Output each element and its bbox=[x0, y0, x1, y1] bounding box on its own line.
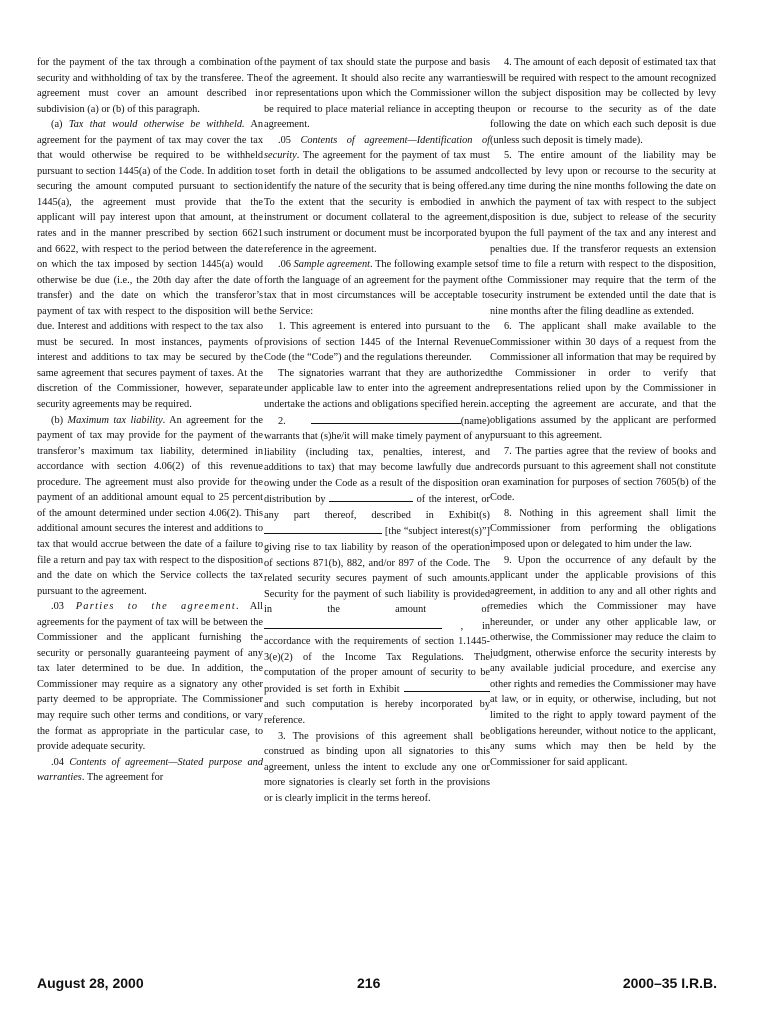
paragraph-text: . An agreement for the payment of tax may provide for the payment of the transferor’s maximum tax liability, determined in accordance with section 4.06(2) of this revenue procedure. The agreement must also provide for the payment of an additional amount equal to 25 percent of the amount determined under section 4.06(2). This additional amount secures the interest and additions to tax that would accrue between the date of a failure to file a return and pay tax with respect to the disposition and the date on which the Service collects the tax pursuant to the agreement. bbox=[37, 414, 263, 597]
page-footer bbox=[37, 975, 717, 995]
paragraph-text: and such computation is hereby incorporated by reference. bbox=[264, 699, 490, 726]
paragraph: 3. The provisions of this agreement shall be construed as binding upon all signatories to this agreement, unless the intent to exclude any one or more signatories is clearly set forth in the provisions or is clearly implicit in the terms hereof. bbox=[264, 730, 490, 804]
paragraph: 8. Nothing in this agreement shall limit the Commissioner from performing the obligations imposed upon or delegated to him under the law. bbox=[490, 507, 716, 550]
bulletin-issue: 2000–35 I.R.B. bbox=[622, 975, 717, 991]
paragraph-text: An agreement for the payment of tax may cover the tax that would otherwise be required to be withheld pursuant to section 1445(a) of the Code. In addition to securing the amount computed pursuant to section 1445(a), the agreement must provide that the applicant will pay interest upon that amount, at the rates and in the manner prescribed by section 6621 and 6622, with respect to the period between the date on which the tax imposed by section 1445(a) would otherwise be due (i.e., the 20th day after the date of transfer) and the date on which the transferor’s payment of tax with respect to the disposition will be due. Interest and additions with respect to the tax also must be secured. In most instances, payments of interest and additions to tax may be secured by the same agreement that secures payment of taxes. At the discretion of the Commissioner, however, separate security agreements may be required. bbox=[37, 119, 263, 411]
paragraph-text: [the “subject interest(s)”] giving rise to tax liability by reason of the operation of sections 871(b), 882, and/or 897 of the Code. The related security secures payment of such amounts. Security for the payment of such liability is provided in the amount of bbox=[264, 526, 490, 616]
transferor-blank-line bbox=[329, 491, 413, 502]
section-heading: Contents of agreement—Stated purpose and warranties bbox=[37, 756, 263, 784]
section-number: .04 bbox=[51, 756, 70, 768]
paragraph bbox=[264, 257, 490, 319]
column-3 bbox=[490, 55, 716, 770]
paragraph: for the payment of the tax through a combination of security and withholding of tax by the transferee. The agreement must cover an amount described in subdivision (a) or (b) of this paragraph. bbox=[37, 57, 263, 115]
section-number: .06 bbox=[278, 259, 294, 271]
paragraph-text: . The following example sets forth the language of an agreement for the payment of tax that in most circumstances will be acceptable to the Service: bbox=[264, 259, 490, 317]
paragraph bbox=[264, 413, 490, 729]
paragraph: The signatories warrant that they are authorized under applicable law to enter into the agreement and undertake the actions and obligations specified herein. bbox=[264, 367, 490, 411]
paragraph bbox=[37, 413, 263, 600]
paragraph-text: (name) warrants that (s)he/it will make timely payment of any liability (including tax, penalties, interest, and additions to tax) that may become lawfully due and owing under the Code as a result of the disposition or distribution by bbox=[264, 415, 490, 506]
name-blank-line bbox=[311, 413, 461, 424]
computation-exhibit-blank-line bbox=[404, 681, 490, 692]
paragraph: the payment of tax should state the purpose and basis of the agreement. It should also recite any warranties or representations upon which the Commissioner will be required to place material reliance in accepting the agreement. bbox=[264, 57, 490, 131]
exhibit-blank-line bbox=[264, 523, 382, 534]
subsection-heading: Tax that would otherwise be withheld. bbox=[68, 119, 245, 131]
paragraph: 4. The amount of each deposit of estimated tax that will be required with respect to the amount recognized on the subject disposition may be collected by levy upon or recourse to the security as of the date following the date on which each such deposit is due (unless such deposit is timely made). bbox=[490, 57, 716, 146]
paragraph: 6. The applicant shall make available to the Commissioner within 30 days of a request from the Commissioner all information that may be required by the Commissioner in order to verify that representations relied upon by the Commissioner in accepting the agreement are accurate, and that the obligations assumed by the applicant are performed pursuant to this agreement. bbox=[490, 321, 716, 442]
section-number: .03 bbox=[51, 601, 76, 613]
paragraph-text: of the interest, or any part thereof, described in Exhibit(s) bbox=[264, 494, 490, 521]
paragraph bbox=[37, 599, 263, 754]
paragraph-text: . The agreement for bbox=[81, 772, 164, 784]
section-number: .05 bbox=[278, 134, 301, 146]
column-1 bbox=[37, 55, 263, 786]
paragraph: 5. The entire amount of the liability may be collected by levy upon or recourse to the security at any time during the nine months following the date on which the payment of tax with respect to the subject disposition is due, subject to release of the security upon the full payment of the tax and any interest and penalties due. If the transferor requests an extension of time to file a return with respect to the disposition, the Commissioner may require that the term of the security instrument be extended until the date that is nine months after the filing deadline as extended. bbox=[490, 150, 716, 317]
paragraph-text: . All agreements for the payment of tax will be between the Commissioner and the applicant furnishing the security or personally guaranteeing payment of any tax later determined to be due. In addition, the Commissioner may require as a signatory any other party deemed to be appropriate. The Commissioner may require such other terms and conditions, or vary the format as appropriate in the particular case, to provide adequate security. bbox=[37, 601, 263, 753]
section-heading: Parties to the agreement bbox=[75, 601, 236, 613]
footer-date: August 28, 2000 bbox=[37, 975, 144, 991]
paragraph-text: , in accordance with the requirements of section 1.1445-3(e)(2) of the Income Tax Regulations. The computation of the proper amount of security to be provided is set forth in Exhibit bbox=[264, 620, 490, 695]
amount-blank-line bbox=[264, 618, 442, 629]
paragraph-text: . The agreement for the payment of tax must set forth in detail the obligations to be assumed and identify the nature of the security that is being offered. To the extent that the security is embodied in an instrument or document collateral to the agreement, such instrument or document must be incorporated by reference in the agreement. bbox=[264, 150, 490, 255]
section-heading: Sample agreement bbox=[293, 259, 371, 271]
item-label: (b) bbox=[51, 414, 68, 426]
column-2 bbox=[264, 55, 490, 806]
paragraph: 9. Upon the occurrence of any default by the applicant under the applicable provisions of this agreement, in addition to any and all other rights and remedies which the Commissioner may have hereunder, or under any other applicable law, or otherwise, the Commissioner may reduce the claim to judgment, otherwise enforce the security interests by any available judicial procedure, and exercise any other rights and remedies the Commissioner may have at law, or in equity, or otherwise, including, but not limited to the right to apply toward payment of the obligations hereunder, without notice to the applicant, any sums which may then be held by the Commissioner for said applicant. bbox=[490, 554, 716, 768]
subsection-heading: Maximum tax liability bbox=[67, 414, 163, 426]
item-number: 2. bbox=[278, 415, 311, 427]
paragraph: 7. The parties agree that the review of books and records pursuant to this agreement shall not constitute an examination for purposes of section 7605(b) of the Code. bbox=[490, 445, 716, 504]
item-label: (a) bbox=[51, 119, 69, 131]
paragraph bbox=[37, 117, 263, 412]
page-number: 216 bbox=[357, 975, 381, 991]
paragraph: 1. This agreement is entered into pursuant to the provisions of section 1445 of the Internal Revenue Code (the “Code”) and the regulations thereunder. bbox=[264, 321, 490, 364]
paragraph bbox=[264, 133, 490, 257]
paragraph bbox=[37, 755, 263, 786]
section-heading: Contents of agreement—Identification of security bbox=[264, 134, 490, 162]
